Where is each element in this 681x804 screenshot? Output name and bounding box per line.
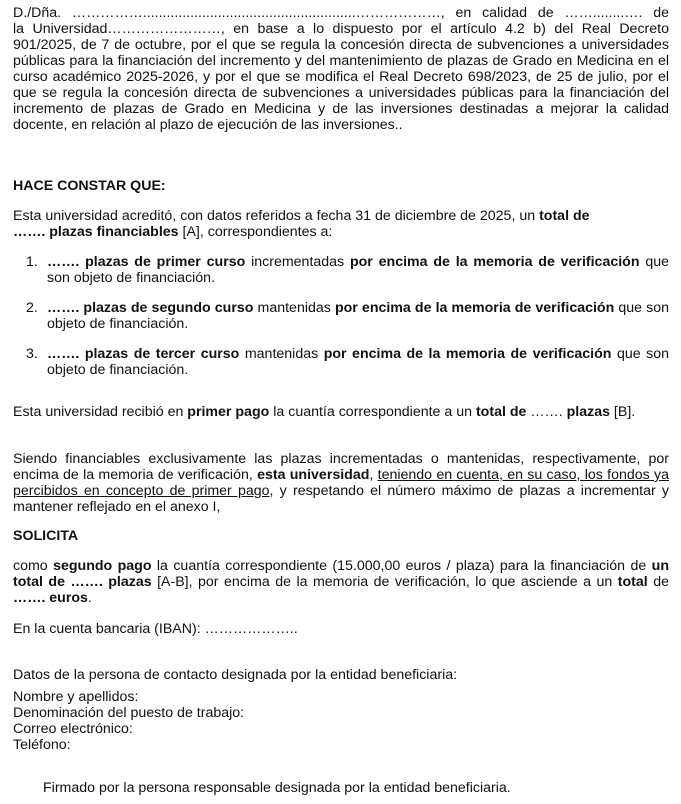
bold-text: total [617, 574, 648, 590]
text: que son objeto de financiación. [47, 300, 670, 332]
acreditacion-paragraph [13, 208, 669, 240]
bold-text: ……. plazas de tercer curso [47, 346, 240, 362]
text: , y respetando el número máximo de plazas a incrementar y mantener reflejado en el anexo I, [13, 483, 669, 515]
bold-text: total de [539, 208, 590, 224]
text: que son objeto de financiación. [47, 346, 669, 378]
bold-text: plazas [566, 404, 610, 420]
intro-line-1: D./Dña. ……………......................................................………………, en calidad de ……........…. de [13, 5, 669, 21]
text: , [369, 467, 378, 483]
underlined-text: teniendo en cuenta, en su caso, los fondos ya percibidos en concepto de primer pago [13, 467, 669, 499]
text: Siendo financiables exclusivamente las plazas incrementadas o mantenidas, respectivamente, por encima de la memoria de verificación, [13, 451, 669, 483]
bold-text: total de [475, 404, 527, 420]
bold-text: ……. plazas de segundo curso [47, 300, 254, 316]
bold-text: un total de ……. plazas [13, 558, 669, 590]
bold-text: por encima de la memoria de verificación [323, 346, 612, 362]
hace-constar-heading [13, 178, 669, 194]
text: [A], correspondientes a: [178, 224, 333, 240]
contact-position-label: Denominación del puesto de trabajo: [13, 705, 245, 721]
intro-paragraph [13, 5, 669, 133]
bold-text: ……. euros [13, 590, 88, 606]
contact-name-label: Nombre y apellidos: [13, 689, 139, 705]
bold-text: ……. plazas financiables [13, 224, 179, 240]
financiables-paragraph [13, 451, 669, 515]
contact-fields [13, 689, 669, 753]
solicita-heading [13, 528, 669, 544]
bold-text: ……. plazas de primer curso [47, 254, 246, 270]
text: incrementadas [245, 254, 350, 270]
solicita-title: SOLICITA [13, 528, 79, 544]
bold-text: por encima de la memoria de verificación [334, 300, 615, 316]
text: ……. [526, 404, 567, 420]
bold-text: primer pago [187, 404, 270, 420]
intro-rest: 901/2025, de 7 de octubre, por el que se regula la concesión directa de subvenciones a universidades públicas para la financiación del incremento y del mantenimiento de plazas de Grado en Medicina en el curso académico 2025-2026, y por el que se modifica el Real Decreto 698/2023, de 25 de julio, por el que se regula la concesión directa de subvenciones a universidades públicas para la financiación del incremento de plazas de Grado en Medicina y de las inversiones destinadas a mejorar la calidad docente, en relación al plazo de ejecución de las inversiones.. [13, 37, 669, 133]
hace-constar-title: HACE CONSTAR QUE: [13, 178, 166, 194]
bold-text: por encima de la memoria de verificación [349, 254, 640, 270]
text: [A-B], por encima de la memoria de verificación, lo que asciende a un [151, 574, 618, 590]
bold-text: segundo pago [53, 558, 152, 574]
contact-intro: Datos de la persona de contacto designada por la entidad beneficiaria: [13, 667, 458, 683]
text: mantenidas [239, 346, 324, 362]
text: Esta universidad recibió en [13, 404, 188, 420]
text: [B]. [609, 404, 636, 420]
iban-line: En la cuenta bancaria (IBAN): ……………….. [13, 621, 298, 637]
list-item [26, 346, 669, 378]
text: la cuantía correspondiente a un [269, 404, 476, 420]
signature-line: Firmado por la persona responsable designada por la entidad beneficiaria. [43, 780, 511, 796]
text: que son objeto de financiación. [47, 254, 669, 286]
list-number: 2. [26, 300, 38, 316]
list-number: 3. [26, 346, 38, 362]
intro-line-2: la Universidad……………………, en base a lo dispuesto por el artículo 4.2 b) del Real Decreto [13, 21, 669, 37]
text: de [647, 574, 669, 590]
text: . [87, 590, 92, 606]
text: mantenidas [253, 300, 335, 316]
list-number: 1. [26, 254, 38, 270]
list-item [26, 254, 669, 286]
contact-email-label: Correo electrónico: [13, 721, 133, 737]
text: como [13, 558, 54, 574]
contact-phone-label: Teléfono: [13, 737, 71, 753]
list-item [26, 300, 669, 332]
text: Esta universidad acreditó, con datos referidos a fecha 31 de diciembre de 2025, un [13, 208, 540, 224]
primer-pago-paragraph [13, 404, 669, 420]
text: la cuantía correspondiente (15.000,00 euros / plaza) para la financiación de [151, 558, 652, 574]
bold-text: esta universidad [257, 467, 370, 483]
segundo-pago-paragraph [13, 558, 669, 606]
